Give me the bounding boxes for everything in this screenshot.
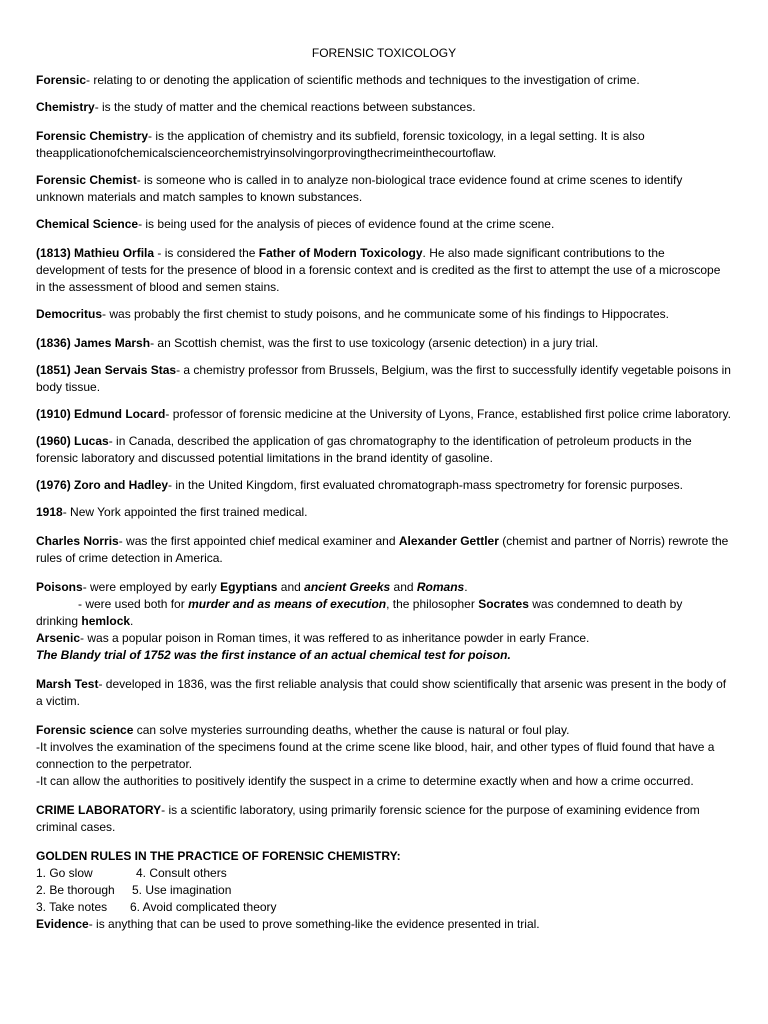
- term: Chemistry: [36, 100, 95, 114]
- forensic-science-point-2: -It can allow the authorities to positively identify the suspect in a crime to determine exactly when and how a crime occurred.: [36, 774, 694, 788]
- golden-rules-row-2: [36, 882, 732, 899]
- definition-forensic-chemist: Forensic Chemist- is someone who is called in to analyze non-biological trace evidence found at crime scenes to identify unknown materials and match samples to known substances.: [36, 173, 683, 204]
- rule-4: 4. Consult others: [136, 866, 227, 880]
- poisons-line-3: drinking hemlock.: [36, 614, 134, 628]
- definition-forensic-chemistry: Forensic Chemistry- is the application of chemistry and its subfield, forensic toxicology, in a legal setting. It is also theapplicationofchemicalscienceorchemistryinsolvingorprovingthecrimeinthecourtoflaw.: [36, 129, 645, 160]
- page-title: FORENSIC TOXICOLOGY: [311, 46, 457, 60]
- history-marsh: (1836) James Marsh- an Scottish chemist, was the first to use toxicology (arsenic detection) in a jury trial.: [36, 336, 599, 350]
- poisons-line-2: - were used both for murder and as means of execution, the philosopher Socrates was condemned to death by: [78, 597, 683, 611]
- term: (1960) Lucas: [36, 434, 109, 448]
- marsh-test: Marsh Test- developed in 1836, was the first reliable analysis that could show scientifically that arsenic was present in the body of a victim.: [36, 677, 727, 708]
- definition-chemistry: Chemistry- is the study of matter and the chemical reactions between substances.: [36, 100, 476, 114]
- rule-1: 1. Go slow: [36, 866, 93, 880]
- history-orfila: (1813) Mathieu Orfila - is considered the Father of Modern Toxicology. He also made significant contributions to the development of tests for the presence of blood in a forensic context and is credited as the first to attempt the use of a microscope in the assessment of blood and semen stains.: [36, 246, 721, 294]
- rule-2: 2. Be thorough: [36, 883, 115, 897]
- blandy-trial: The Blandy trial of 1752 was the first instance of an actual chemical test for poison.: [36, 648, 511, 662]
- golden-rules-heading: GOLDEN RULES IN THE PRACTICE OF FORENSIC CHEMISTRY:: [36, 849, 401, 863]
- definition-chemical-science: Chemical Science- is being used for the analysis of pieces of evidence found at the crime scene.: [36, 217, 555, 231]
- history-democritus: Democritus- was probably the first chemist to study poisons, and he communicate some of his findings to Hippocrates.: [36, 307, 669, 321]
- history-1918: 1918- New York appointed the first trained medical.: [36, 505, 308, 519]
- rule-3: 3. Take notes: [36, 900, 108, 914]
- history-zoro-hadley: (1976) Zoro and Hadley- in the United Kingdom, first evaluated chromatograph-mass spectrometry for forensic purposes.: [36, 478, 683, 492]
- term: Forensic Chemist: [36, 173, 137, 187]
- golden-rules-row-1: [36, 865, 732, 882]
- term: 1918: [36, 505, 63, 519]
- definition-evidence: Evidence- is anything that can be used to prove something-like the evidence presented in trial.: [36, 917, 540, 931]
- term: Chemical Science: [36, 217, 139, 231]
- history-lucas: (1960) Lucas- in Canada, described the application of gas chromatography to the identification of petroleum products in the forensic laboratory and discussed potential limitations in the brand identity of gasoline.: [36, 434, 692, 465]
- term: Democritus: [36, 307, 103, 321]
- forensic-science-section: [36, 722, 732, 790]
- poisons-line-1: Poisons- were employed by early Egyptians and ancient Greeks and Romans.: [36, 580, 468, 594]
- history-locard: (1910) Edmund Locard- professor of forensic medicine at the University of Lyons, France, established first police crime laboratory.: [36, 407, 731, 421]
- arsenic-line: Arsenic- was a popular poison in Roman times, it was reffered to as inheritance powder in early France.: [36, 631, 590, 645]
- rule-5: 5. Use imagination: [132, 883, 232, 897]
- term: (1976) Zoro and Hadley: [36, 478, 169, 492]
- term: Marsh Test: [36, 677, 99, 691]
- term: Forensic Chemistry: [36, 129, 149, 143]
- term: (1910) Edmund Locard: [36, 407, 166, 421]
- forensic-science-point-1: -It involves the examination of the specimens found at the crime scene like blood, hair, and other types of fluid found that have a connection to the perpetrator.: [36, 740, 715, 771]
- term: (1851) Jean Servais Stas: [36, 363, 177, 377]
- crime-laboratory: CRIME LABORATORY- is a scientific laboratory, using primarily forensic science for the purpose of examining evidence from criminal cases.: [36, 803, 700, 834]
- term: CRIME LABORATORY: [36, 803, 162, 817]
- poisons-section: [36, 579, 732, 664]
- term: Charles Norris: [36, 534, 119, 548]
- rule-6: 6. Avoid complicated theory: [130, 900, 277, 914]
- history-stas: (1851) Jean Servais Stas- a chemistry professor from Brussels, Belgium, was the first to successfully identify vegetable poisons in body tissue.: [36, 363, 731, 394]
- definition-forensic: Forensic- relating to or denoting the application of scientific methods and techniques to the investigation of crime.: [36, 73, 640, 87]
- golden-rules-section: [36, 848, 732, 933]
- term: (1836) James Marsh: [36, 336, 151, 350]
- history-norris: Charles Norris- was the first appointed chief medical examiner and Alexander Gettler (chemist and partner of Norris) rewrote the rules of crime detection in America.: [36, 534, 729, 565]
- term: (1813) Mathieu Orfila: [36, 246, 155, 260]
- forensic-science-intro: Forensic science can solve mysteries surrounding deaths, whether the cause is natural or foul play.: [36, 723, 570, 737]
- golden-rules-row-3: [36, 899, 732, 916]
- term: Forensic: [36, 73, 87, 87]
